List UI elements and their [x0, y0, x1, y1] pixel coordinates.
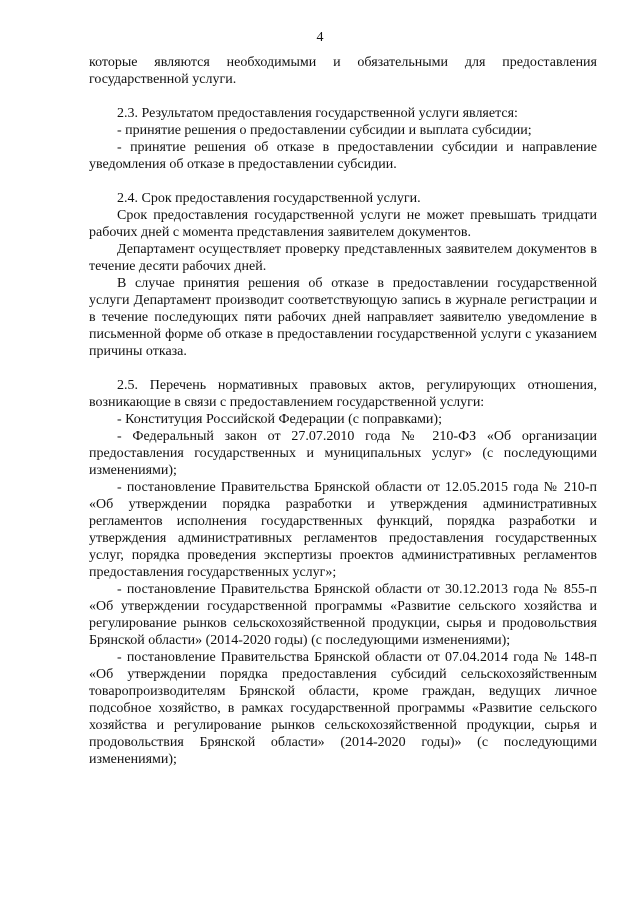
paragraph-gap [89, 360, 597, 377]
paragraph-gap [89, 173, 597, 190]
list-item: - постановление Правительства Брянской области от 30.12.2013 года № 855-п «Об утверждении государственной программы «Развитие сельского хозяйства и регулирование рынков сельскохозяйственной продукции, сырья и продовольствия Брянской области» (2014-2020 годы) (с последующими изменениями); [89, 582, 597, 648]
paragraph: В случае принятия решения об отказе в предоставлении государственной услуги Департамент производит соответствующую запись в журнале регистрации и в течение последующих пяти рабочих дней направляет заявителю уведомление в письменной форме об отказе в предоставлении государственной услуги с указанием причины отказа. [89, 276, 597, 359]
section-2-4-heading: 2.4. Срок предоставления государственной услуги. [117, 191, 421, 206]
list-item: - постановление Правительства Брянской области от 12.05.2015 года № 210-п «Об утверждении порядка разработки и утверждения административных регламентов исполнения государственных функций, порядка разработки и утверждения административных регламентов предоставления государственных услуг, порядка проведения экспертизы проектов административных регламентов предоставления государственных услуг»; [89, 480, 597, 580]
paragraph-continuation: которые являются необходимыми и обязательными для предоставления государственной услуги. [89, 55, 597, 87]
paragraph-gap [89, 88, 597, 105]
paragraph: Срок предоставления государственной услуги не может превышать тридцати рабочих дней с момента представления заявителем документов. [89, 208, 597, 240]
list-item: - принятие решения о предоставлении субсидии и выплата субсидии; [117, 123, 532, 138]
list-item: - постановление Правительства Брянской области от 07.04.2014 года № 148-п «Об утверждении порядка предоставления субсидий сельскохозяйственным товаропроизводителям Брянской области, кроме граждан, ведущих личное подсобное хозяйство, в рамках государственной программы «Развитие сельского хозяйства и регулирование рынков сельскохозяйственной продукции, сырья и продовольствия Брянской области» (2014-2020 годы)» (с последующими изменениями); [89, 650, 597, 767]
section-2-5-heading: 2.5. Перечень нормативных правовых актов, регулирующих отношения, возникающие в связи с предоставлением государственной услуги: [89, 378, 597, 410]
document-body [89, 54, 597, 768]
list-item: - Федеральный закон от 27.07.2010 года № 210-ФЗ «Об организации предоставления государственных и муниципальных услуг» (с последующими изменениями); [89, 429, 597, 478]
paragraph: Департамент осуществляет проверку представленных заявителем документов в течение десяти рабочих дней. [89, 242, 597, 274]
list-item: - Конституция Российской Федерации (с поправками); [117, 412, 442, 427]
list-item: - принятие решения об отказе в предоставлении субсидии и направление уведомления об отказе в предоставлении субсидии. [89, 140, 597, 172]
page-number: 4 [316, 30, 324, 45]
section-2-3-heading: 2.3. Результатом предоставления государственной услуги является: [117, 106, 518, 121]
